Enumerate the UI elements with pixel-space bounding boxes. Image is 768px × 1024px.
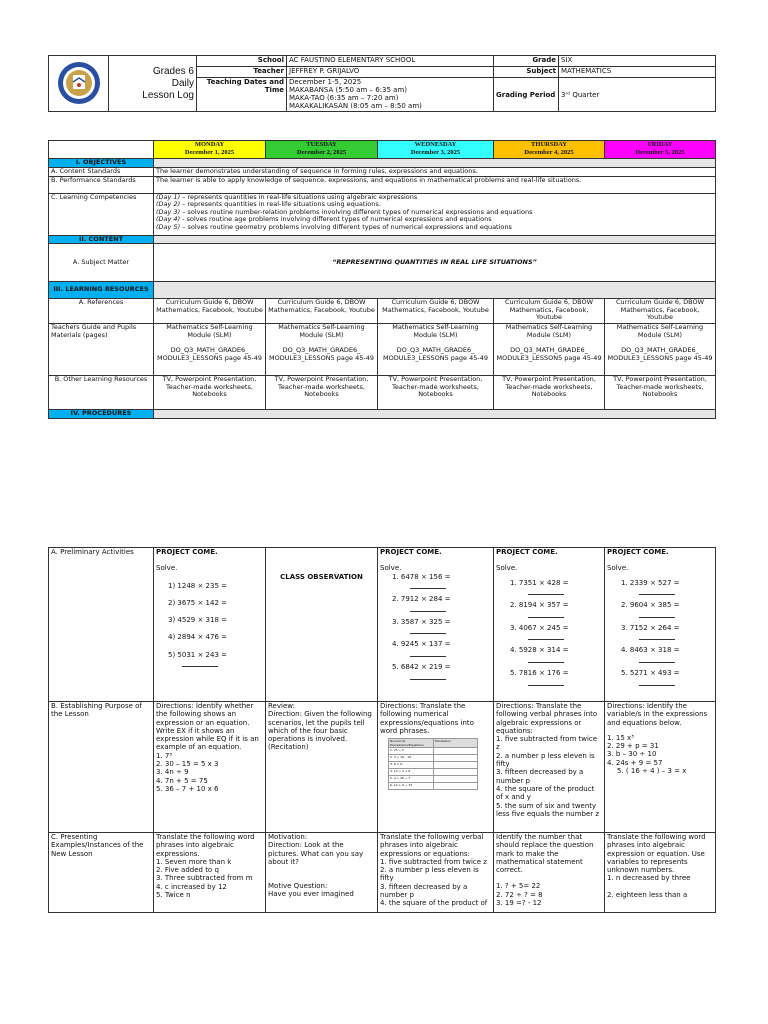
- section-resources: III. LEARNING RESOURCES: [49, 282, 154, 299]
- section-fill: [154, 159, 716, 168]
- other-resources-value: TV, Powerpoint Presentation, Teacher-made worksheets, Notebooks: [154, 376, 266, 410]
- performance-value: The learner is able to apply knowledge of sequence, expressions, and equations in mathematical problems and real-life situations.: [154, 176, 716, 193]
- subject-value: MATHEMATICS: [559, 67, 716, 78]
- list-item: 4. 8463 × 318 =: [621, 646, 713, 663]
- establishing-purpose-label: B. Establishing Purpose of the Lesson: [49, 702, 154, 833]
- list-item: 1. 2339 × 527 =: [621, 579, 713, 596]
- section-content: II. CONTENT: [49, 235, 154, 244]
- section-fill: [154, 410, 716, 419]
- teacher-value: JEFFREY P. GRIJALVO: [287, 67, 494, 78]
- references-value: Curriculum Guide 6, DBOW Mathematics, Facebook, Youtube: [154, 299, 266, 324]
- day-header-thursday: [494, 141, 605, 159]
- section-fill: [154, 282, 716, 299]
- preliminary-monday: PROJECT COME. Solve. 1) 1248 × 235 = 2) 3675 × 142 = 3) 4529 × 318 = 4) 2894 × 476 = 5) 5031 × 243 =: [154, 548, 266, 702]
- tg-value: Mathematics Self-Learning Module (SLM) DO_Q3_MATH_GRADE6_ MODULE3_LESSON5 page 45-49: [266, 324, 378, 376]
- purpose-monday: Directions: Identify whether the following shows an expression or an equation. Write EX if it shows an expression while EQ if it is an example of an equation. 1. 7³ 2. 30 – 15 = 5 x 3 3. 4n ÷ 9 4. 7n + 5 = 75 5. 36 – 7 + 10 x 6: [154, 702, 266, 833]
- day-date: December 4, 2025: [524, 148, 574, 156]
- purpose-tuesday: Review: Direction: Given the following scenarios, let the pupils tell which of the four basic operations is involved. (Recitation): [266, 702, 378, 833]
- day-date: December 1, 2025: [184, 148, 235, 156]
- dates-label: Teaching Dates and Time: [197, 78, 287, 112]
- objectives-table: [48, 140, 716, 419]
- other-resources-value: TV, Powerpoint Presentation, Teacher-made worksheets, Notebooks: [266, 376, 378, 410]
- preliminary-thursday: PROJECT COME. Solve. 1. 7351 × 428 = 2. 8194 × 357 = 3. 4067 × 245 = 4. 5928 × 314 = 5. 7816 × 176 =: [494, 548, 605, 702]
- section-fill: [154, 235, 716, 244]
- other-resources-value: TV, Powerpoint Presentation, Teacher-made worksheets, Notebooks: [378, 376, 494, 410]
- deped-seal-icon: [56, 60, 102, 106]
- subject-matter-value: “REPRESENTING QUANTITIES IN REAL LIFE SITUATIONS”: [154, 244, 716, 282]
- dates-line: December 1-5, 2025: [289, 78, 362, 86]
- performance-label: B. Performance Standards: [49, 176, 154, 193]
- solve-list: [510, 579, 602, 686]
- preliminary-label: A. Preliminary Activities: [49, 548, 154, 702]
- list-item: 3. 3587 × 325 =: [392, 618, 491, 635]
- content-standards-label: A. Content Standards: [49, 167, 154, 176]
- competency-item: (Day 2) – represents quantities in real-life situations using equations.: [156, 200, 381, 208]
- list-item: 5) 5031 × 243 =: [168, 651, 263, 668]
- examples-thursday: Identify the number that should replace the question mark to make the mathematical statement correct. 1. ? + 5= 22 2. 72 ÷ ? = 8 3. 19 =? - 12: [494, 833, 605, 913]
- day-name: THURSDAY: [531, 141, 567, 148]
- list-item: 2. 8194 × 357 =: [510, 601, 602, 618]
- day-date: December 5, 2025: [635, 148, 685, 156]
- competency-item: (Day 5) – solves routine geometry problems involving different types of numerical expressions and equations: [156, 222, 512, 231]
- list-item: 1) 1248 × 235 =: [168, 581, 227, 590]
- purpose-friday: Directions: Identify the variable/s in the expressions and equations below. 1. 15 x³ 2. 29 + p = 31 3. b – 30 ÷ 10 4. 24s + 9 = 57 5. ( 16 ÷ 4 ) – 3 = x: [605, 702, 716, 833]
- dates-line: MAKABANSA (5:50 am – 6:35 am): [289, 86, 408, 94]
- tg-value: Mathematics Self-Learning Module (SLM) DO_Q3_MATH_GRADE6_ MODULE3_LESSON5 page 45-49: [378, 324, 494, 376]
- solve-list: [621, 579, 713, 686]
- references-value: Curriculum Guide 6, DBOW Mathematics, Facebook, Youtube: [494, 299, 605, 324]
- competency-item: (Day 4) - solves routine age problems involving different types of numerical expressions and equations: [156, 215, 492, 223]
- preliminary-friday: PROJECT COME. Solve. 1. 2339 × 527 = 2. 9604 × 385 = 3. 7152 × 264 = 4. 8463 × 318 = 5. 5271 × 493 =: [605, 548, 716, 702]
- grade-value: SIX: [559, 56, 716, 67]
- other-resources-value: TV, Powerpoint Presentation, Teacher-made worksheets, Notebooks: [494, 376, 605, 410]
- grading-label: Grading Period: [494, 78, 559, 112]
- content-standards-value: The learner demonstrates understanding of sequence in forming rules, expressions and equations.: [154, 167, 716, 176]
- examples-monday: Translate the following word phrases into algebraic expressions. 1. Seven more than k 2. Five added to q 3. Three subtracted from m 4. c increased by 12 5. Twice n: [154, 833, 266, 913]
- purpose-wednesday: Directions: Translate the following numerical expressions/equations into word phrases. Numerical Expressions/Equations Translation 1. 25 ÷ 5 2. 3 + 18 – 16 3. 8 × 6 4. 10 ÷ 2 + 8 5. 4 + 28 ÷ 7 6. 14 + 8 ÷ 32: [378, 702, 494, 833]
- day-name: WEDNESDAY: [414, 141, 457, 148]
- day-header-monday: [154, 141, 266, 159]
- preliminary-tuesday: [266, 548, 378, 702]
- list-item: 4. 9245 × 137 =: [392, 640, 491, 657]
- preliminary-wednesday: PROJECT COME. Solve. 1. 6478 × 156 = 2. 7912 × 284 = 3. 3587 × 325 = 4. 9245 × 137 = 5. 6842 × 219 =: [378, 548, 494, 702]
- examples-friday: Translate the following word phrases into algebraic expression or equation. Use variables to represents unknown numbers. 1. n decreased by three 2. eighteen less than a: [605, 833, 716, 913]
- procedures-table: [48, 547, 716, 913]
- dates-line: MAKAKALIKASAN (8:05 am – 8:50 am): [289, 102, 422, 110]
- examples-tuesday: Motivation: Direction: Look at the pictures. What can you say about it? Motive Question: Have you ever imagined: [266, 833, 378, 913]
- solve-list: [392, 573, 491, 680]
- day-name: TUESDAY: [306, 141, 337, 148]
- doc-title: [109, 56, 197, 112]
- day-date: December 3, 2025: [410, 148, 461, 156]
- references-value: Curriculum Guide 6, DBOW Mathematics, Facebook, Youtube: [605, 299, 716, 324]
- purpose-thursday: Directions: Translate the following verbal phrases into algebraic expressions or equations: 1. five subtracted from twice z 2. a number p less eleven is fifty 3. fifteen decreased by a number p 4. the square of the product of x and y 5. the sum of six and twenty less five equals the number z: [494, 702, 605, 833]
- title-line-3: Lesson Log: [142, 89, 194, 101]
- examples-wednesday: Translate the following verbal phrases into algebraic expressions or equations: 1. five subtracted from twice z 2. a number p less eleven is fifty 3. fifteen decreased by a number p 4. the square of the product of: [378, 833, 494, 913]
- presenting-examples-label: C. Presenting Examples/Instances of the New Lesson: [49, 833, 154, 913]
- grade-label: Grade: [494, 56, 559, 67]
- day-header-friday: [605, 141, 716, 159]
- references-label: A. References: [49, 299, 154, 324]
- list-item: 3. 4067 × 245 =: [510, 624, 602, 641]
- other-resources-label: B. Other Learning Resources: [49, 376, 154, 410]
- competencies-value: [154, 193, 716, 235]
- list-item: 1. 6478 × 156 =: [392, 573, 491, 590]
- school-label: School: [197, 56, 287, 67]
- list-item: 2. 9604 × 385 =: [621, 601, 713, 618]
- day-header-tuesday: [266, 141, 378, 159]
- teacher-label: Teacher: [197, 67, 287, 78]
- section-procedures: IV. PROCEDURES: [49, 410, 154, 419]
- grading-value: 3ʳᵈ Quarter: [559, 78, 716, 112]
- tg-value: Mathematics Self-Learning Module (SLM) DO_Q3_MATH_GRADE6_ MODULE3_LESSON5 page 45-49: [154, 324, 266, 376]
- list-item: 5. 7816 × 176 =: [510, 669, 602, 686]
- section-objectives: I. OBJECTIVES: [49, 159, 154, 168]
- class-observation: CLASS OBSERVATION: [280, 573, 363, 581]
- day-name: FRIDAY: [647, 141, 673, 148]
- competencies-label: C. Learning Competencies: [49, 193, 154, 235]
- tg-value: Mathematics Self-Learning Module (SLM) DO_Q3_MATH_GRADE6_ MODULE3_LESSON5 page 45-49: [494, 324, 605, 376]
- list-item: 5. 5271 × 493 =: [621, 669, 713, 686]
- translation-worksheet: Numerical Expressions/Equations Translation 1. 25 ÷ 5 2. 3 + 18 – 16 3. 8 × 6 4. 10 ÷ 2 + 8 5. 4 + 28 ÷ 7 6. 14 + 8 ÷ 32: [388, 738, 478, 790]
- list-item: 2. 7912 × 284 =: [392, 595, 491, 612]
- solve-list: [168, 582, 263, 668]
- list-item: 1. 7351 × 428 =: [510, 579, 602, 596]
- header-table: [48, 55, 716, 112]
- tg-value: Mathematics Self-Learning Module (SLM) DO_Q3_MATH_GRADE6_ MODULE3_LESSON5 page 45-49: [605, 324, 716, 376]
- day-header-wednesday: [378, 141, 494, 159]
- competency-item: (Day 1) – represents quantities in real-life situations using algebraic expressions: [156, 193, 418, 201]
- dates-value: [287, 78, 494, 112]
- other-resources-value: TV, Powerpoint Presentation, Teacher-made worksheets, Notebooks: [605, 376, 716, 410]
- deped-seal: [49, 56, 109, 112]
- day-date: December 2, 2025: [296, 148, 347, 156]
- list-item: 2) 3675 × 142 =: [168, 598, 227, 607]
- day-name: MONDAY: [194, 141, 225, 148]
- corner-cell: [49, 141, 154, 159]
- list-item: 3) 4529 × 318 =: [168, 616, 227, 625]
- school-value: AC FAUSTINO ELEMENTARY SCHOOL: [287, 56, 494, 67]
- references-value: Curriculum Guide 6, DBOW Mathematics, Facebook, Youtube: [378, 299, 494, 324]
- dates-line: MAKA-TAO (6:35 am – 7:20 am): [289, 94, 399, 102]
- list-item: 4. 5928 × 314 =: [510, 646, 602, 663]
- tg-label: Teachers Guide and Pupils Materials (pages): [49, 324, 154, 376]
- references-value: Curriculum Guide 6, DBOW Mathematics, Facebook, Youtube: [266, 299, 378, 324]
- subject-matter-label: A. Subject Matter: [49, 244, 154, 282]
- title-line-1: Grades 6: [152, 65, 194, 77]
- subject-label: Subject: [494, 67, 559, 78]
- list-item: 3. 7152 × 264 =: [621, 624, 713, 641]
- title-line-2: Daily: [171, 77, 194, 89]
- competency-item: (Day 3) – solves routine number-relation problems involving different types of numerical expressions and equations: [156, 207, 533, 216]
- list-item: 4) 2894 × 476 =: [168, 633, 227, 642]
- list-item: 5. 6842 × 219 =: [392, 663, 491, 680]
